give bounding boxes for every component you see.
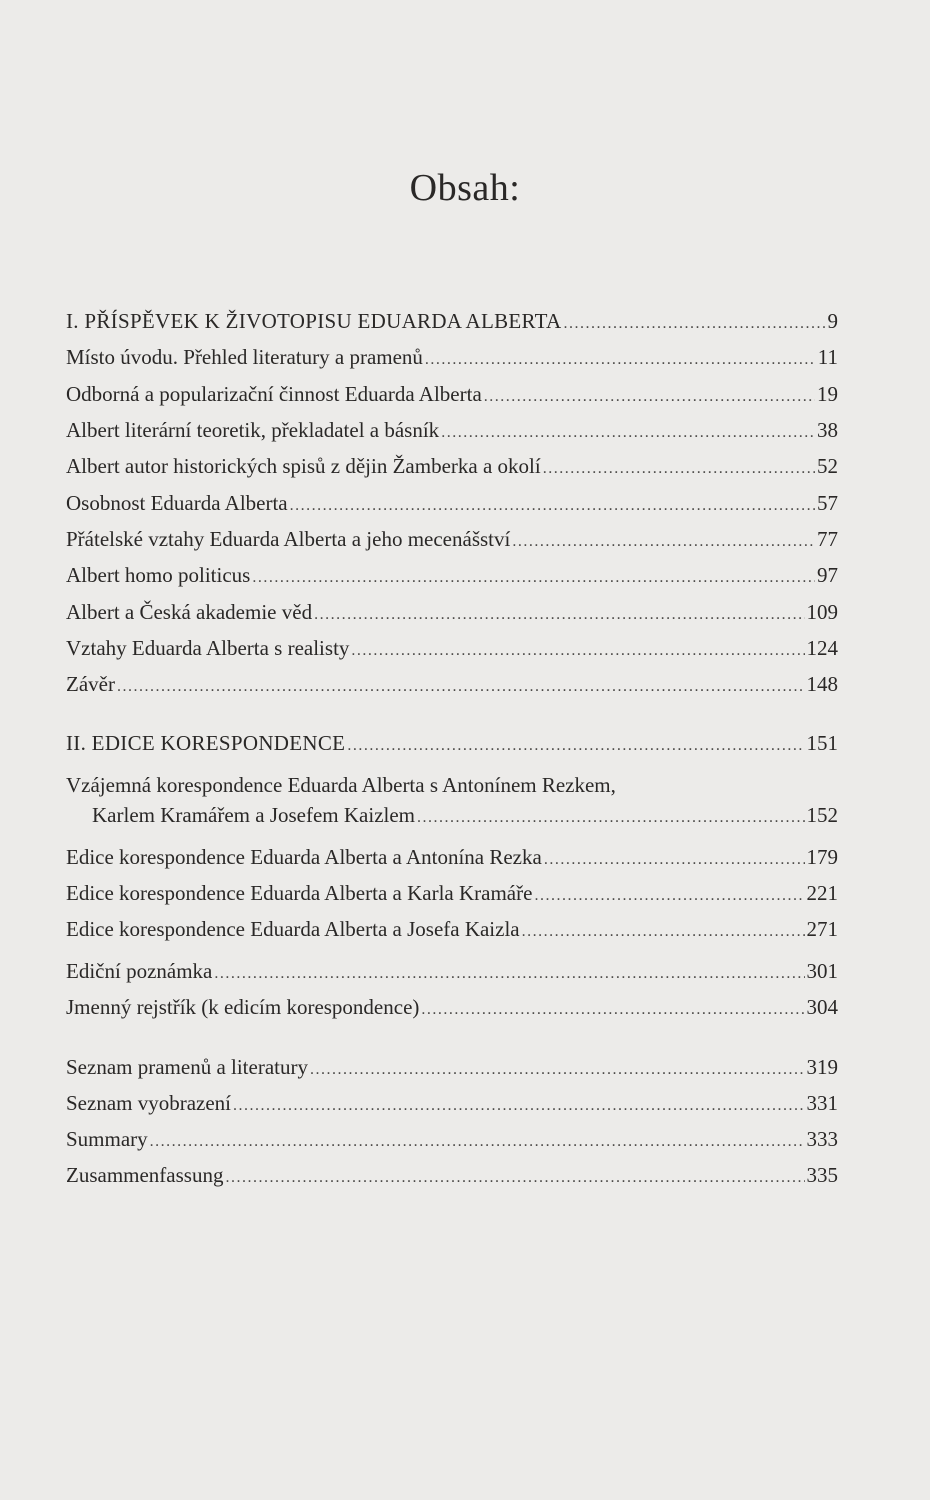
toc-entry-page: 124 <box>806 636 838 660</box>
toc-entry <box>66 379 838 409</box>
dot-leader <box>425 345 816 375</box>
toc-entry-label: Ediční poznámka <box>66 959 213 983</box>
toc-entry-label: Zusammenfassung <box>66 1163 224 1187</box>
dot-leader <box>347 731 804 761</box>
toc-entry <box>66 1088 838 1118</box>
dot-leader <box>417 803 804 833</box>
toc-entry <box>66 342 838 372</box>
toc-entry-page: 271 <box>806 917 838 941</box>
dot-leader <box>214 959 804 989</box>
toc-entry-label: Albert homo politicus <box>66 563 251 587</box>
toc-entry-label-line1: Vzájemná korespondence Eduarda Alberta s Antonínem Rezkem, <box>66 773 616 797</box>
toc-entry <box>66 914 838 944</box>
dot-leader <box>225 1163 804 1193</box>
dot-leader <box>310 1055 805 1085</box>
toc-entry-page: 151 <box>806 731 838 755</box>
toc-entry <box>66 800 838 830</box>
toc-entry-page: 335 <box>806 1163 838 1187</box>
toc-entry-label: Edice korespondence Eduarda Alberta a Antonína Rezka <box>66 845 542 869</box>
toc-entry <box>66 992 838 1022</box>
toc-entry-label: Místo úvodu. Přehled literatury a pramenů <box>66 345 423 369</box>
toc-entry-page: 11 <box>817 345 838 369</box>
toc-entry <box>66 878 838 908</box>
page-title: Obsah: <box>409 167 521 209</box>
dot-leader <box>564 309 826 339</box>
toc-entry-page: 301 <box>806 959 838 983</box>
toc-entry <box>66 451 838 481</box>
dot-leader <box>252 563 815 593</box>
dot-leader <box>544 845 805 875</box>
toc-entry-page: 9 <box>827 309 838 333</box>
toc-entry-label: I. PŘÍSPĚVEK K ŽIVOTOPISU EDUARDA ALBERTA <box>66 309 562 333</box>
toc-section-heading <box>66 306 838 336</box>
toc-entry <box>66 956 838 986</box>
toc-entry-page: 109 <box>806 600 838 624</box>
toc-entry-label: Osobnost Eduarda Alberta <box>66 491 288 515</box>
dot-leader <box>117 672 805 702</box>
toc-entry <box>66 488 838 518</box>
dot-leader <box>351 636 804 666</box>
toc-entry <box>66 1160 838 1190</box>
toc-entry-page: 148 <box>806 672 838 696</box>
toc-entry-page: 97 <box>817 563 838 587</box>
dot-leader <box>314 600 804 630</box>
toc-entry <box>66 597 838 627</box>
toc-entry-label: Vztahy Eduarda Alberta s realisty <box>66 636 350 660</box>
dot-leader <box>534 881 804 911</box>
toc-entry-label: Závěr <box>66 672 115 696</box>
dot-leader <box>512 527 815 557</box>
toc-entry-page: 57 <box>817 491 838 515</box>
toc-entry-label: Albert literární teoretik, překladatel a básník <box>66 418 440 442</box>
dot-leader <box>233 1091 804 1121</box>
toc-entry-label-line2: Karlem Kramářem a Josefem Kaizlem <box>92 803 416 827</box>
toc-entry-page: 319 <box>806 1055 838 1079</box>
dot-leader <box>421 995 804 1025</box>
dot-leader <box>150 1127 805 1157</box>
toc-entry-page: 333 <box>806 1127 838 1151</box>
toc-entry-page: 331 <box>806 1091 838 1115</box>
toc-entry-page: 38 <box>817 418 838 442</box>
dot-leader <box>441 418 815 448</box>
toc-entry <box>66 1052 838 1082</box>
toc-entry-page: 152 <box>806 803 838 827</box>
toc-entry <box>66 1124 838 1154</box>
toc-entry <box>66 669 838 699</box>
toc-entry-label: Seznam vyobrazení <box>66 1091 232 1115</box>
toc-entry-label: Edice korespondence Eduarda Alberta a Josefa Kaizla <box>66 917 520 941</box>
toc-section-heading <box>66 728 838 758</box>
toc-entry-page: 304 <box>806 995 838 1019</box>
dot-leader <box>522 917 805 947</box>
toc-entry-label: Odborná a popularizační činnost Eduarda Alberta <box>66 382 482 406</box>
toc-entry-page: 19 <box>817 382 838 406</box>
toc-entry-label: Přátelské vztahy Eduarda Alberta a jeho mecenášství <box>66 527 511 551</box>
toc-entry-label: Summary <box>66 1127 148 1151</box>
toc-entry <box>66 633 838 663</box>
toc-entry-label: Albert a Česká akademie věd <box>66 600 313 624</box>
toc-entry-label: Albert autor historických spisů z dějin Žamberka a okolí <box>66 454 541 478</box>
dot-leader <box>484 382 815 412</box>
toc-entry-label: Jmenný rejstřík (k edicím korespondence) <box>66 995 420 1019</box>
toc-entry-label: II. EDICE KORESPONDENCE <box>66 731 346 755</box>
toc-entry-page: 179 <box>806 845 838 869</box>
toc-entry-label: Edice korespondence Eduarda Alberta a Karla Kramáře <box>66 881 533 905</box>
toc-entry-page: 221 <box>806 881 838 905</box>
dot-leader <box>543 454 815 484</box>
toc-entry <box>66 415 838 445</box>
toc-entry-page: 77 <box>817 527 838 551</box>
toc-entry <box>66 524 838 554</box>
toc-entry <box>66 560 838 590</box>
toc-entry <box>66 842 838 872</box>
toc-entry-page: 52 <box>817 454 838 478</box>
toc-entry-label: Seznam pramenů a literatury <box>66 1055 308 1079</box>
dot-leader <box>290 491 815 521</box>
